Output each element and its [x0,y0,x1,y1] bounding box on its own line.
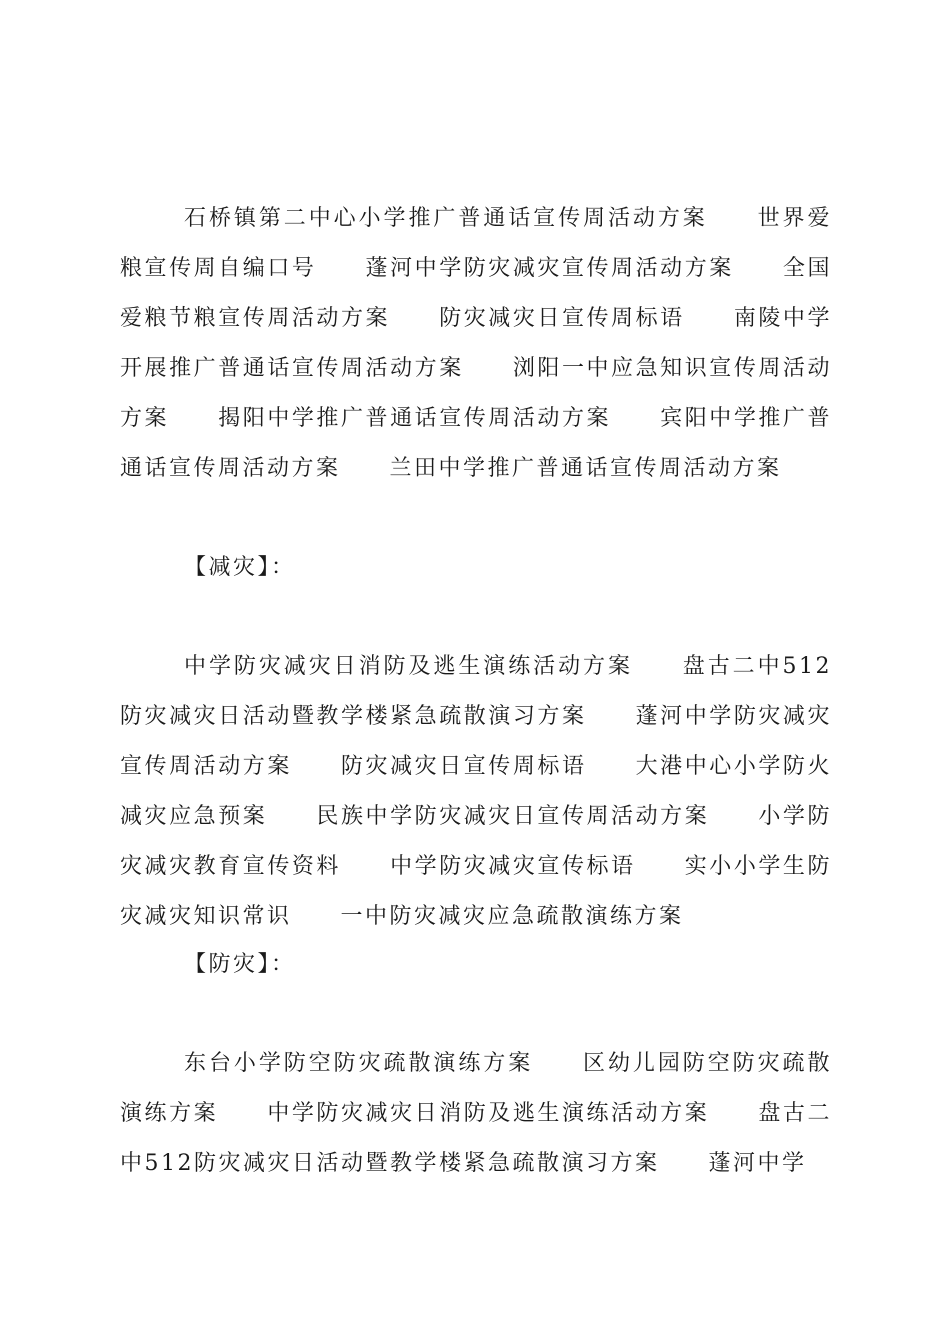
section-paragraph-fangzai: 东台小学防空防灾疏散演练方案 区幼儿园防空防灾疏散演练方案 中学防灾减灾日消防及逃生演练活动方案 盘古二中512防灾减灾日活动暨教学楼紧急疏散演习方案 蓬河中学 [120,1051,832,1176]
section-heading-fangzai: 【防灾】： [184,952,296,977]
intro-paragraph: 石桥镇第二中心小学推广普通话宣传周活动方案 世界爱粮宣传周自编口号 蓬河中学防灾减灾宣传周活动方案 全国爱粮节粮宣传周活动方案 防灾减灾日宣传周标语 南陵中学开展推广普通话宣传周活动方案 浏阳一中应急知识宣传周活动方案 揭阳中学推广普通话宣传周活动方案 宾阳中学推广普通话宣传周活动方案 兰田中学推广普通话宣传周活动方案 [120,206,832,481]
section-heading-jianzai: 【减灾】： [184,555,296,580]
section-paragraph-jianzai: 中学防灾减灾日消防及逃生演练活动方案 盘古二中512防灾减灾日活动暨教学楼紧急疏散演习方案 蓬河中学防灾减灾宣传周活动方案 防灾减灾日宣传周标语 大港中心小学防火减灾应急预案 民族中学防灾减灾日宣传周活动方案 小学防灾减灾教育宣传资料 中学防灾减灾宣传标语 实小小学生防灾减灾知识常识 一中防灾减灾应急疏散演练方案 [120,654,832,929]
